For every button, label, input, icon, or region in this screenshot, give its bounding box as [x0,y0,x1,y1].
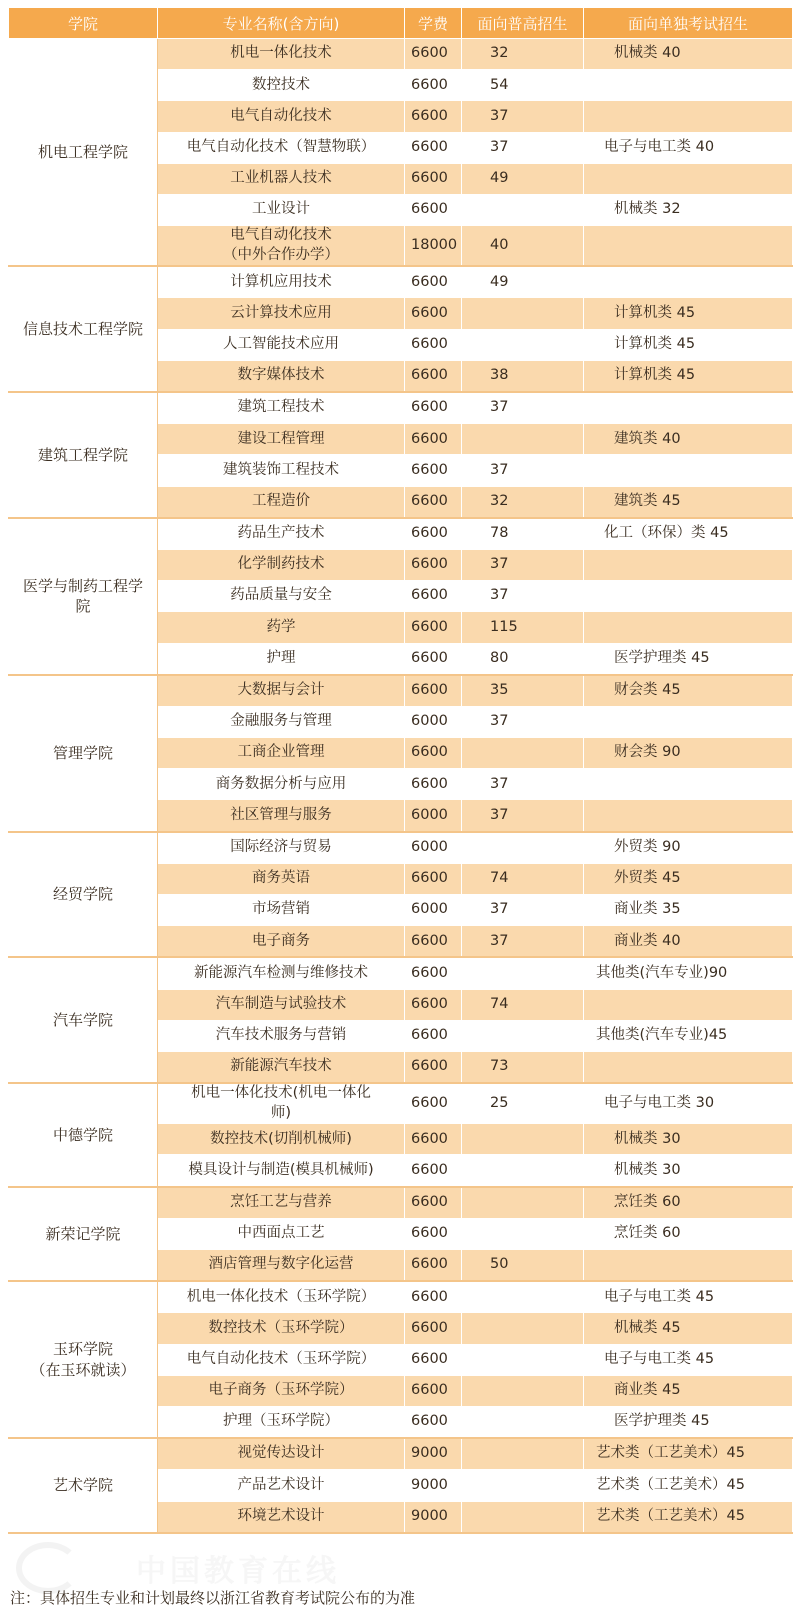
single-exam-enrollment: 其他类(汽车专业)90 [584,957,793,989]
table-row [9,392,793,424]
college-name: 中德学院 [9,1083,158,1187]
major-name: 金融服务与管理 [158,706,405,737]
footnote: 注：具体招生专业和计划最终以浙江省教育考试院公布的为准 [10,1589,416,1607]
single-exam-enrollment [584,1051,793,1083]
single-exam-enrollment [584,549,793,580]
table-body [9,39,793,1533]
college-name: 艺术学院 [9,1438,158,1533]
college-name: 医学与制药工程学院 [9,518,158,675]
major-name: 新能源汽车检测与维修技术 [158,957,405,989]
general-enrollment: 37 [462,549,584,580]
general-enrollment: 37 [462,132,584,163]
single-exam-enrollment: 烹饪类 60 [584,1187,793,1219]
single-exam-enrollment [584,989,793,1020]
major-name: 电子商务（玉环学院） [158,1375,405,1406]
general-enrollment [462,957,584,989]
tuition-fee: 6600 [405,132,462,163]
general-enrollment [462,1470,584,1501]
general-enrollment [462,1438,584,1470]
major-name: 护理 [158,643,405,675]
major-name: 工业设计 [158,194,405,225]
tuition-fee: 6600 [405,101,462,132]
tuition-fee: 9000 [405,1438,462,1470]
tuition-fee: 6600 [405,70,462,101]
tuition-fee: 6600 [405,643,462,675]
single-exam-enrollment: 烹饪类 60 [584,1218,793,1249]
single-exam-enrollment: 电子与电工类 30 [584,1083,793,1124]
general-enrollment [462,1124,584,1155]
major-name: 护理（玉环学院） [158,1406,405,1438]
college-name: 信息技术工程学院 [9,266,158,392]
tuition-fee: 6600 [405,163,462,194]
general-enrollment: 80 [462,643,584,675]
tuition-fee: 6600 [405,424,462,455]
watermark-text: 中国教育在线 [136,1554,340,1589]
general-enrollment: 37 [462,455,584,486]
single-exam-enrollment: 商业类 40 [584,926,793,958]
tuition-fee: 6600 [405,549,462,580]
tuition-fee: 6600 [405,1313,462,1344]
general-enrollment: 35 [462,675,584,707]
tuition-fee: 6600 [405,769,462,800]
single-exam-enrollment [584,612,793,643]
single-exam-enrollment: 外贸类 90 [584,832,793,864]
header-major: 专业名称(含方向) [158,8,405,39]
general-enrollment: 74 [462,863,584,894]
tuition-fee: 6600 [405,266,462,298]
table-row [9,1281,793,1313]
college-name: 汽车学院 [9,957,158,1083]
single-exam-enrollment: 商业类 45 [584,1375,793,1406]
table-row [9,675,793,707]
general-enrollment: 37 [462,926,584,958]
single-exam-enrollment [584,163,793,194]
table-row [9,39,793,70]
major-name: 药学 [158,612,405,643]
college-name: 建筑工程学院 [9,392,158,518]
single-exam-enrollment: 机械类 32 [584,194,793,225]
general-enrollment [462,424,584,455]
major-name: 国际经济与贸易 [158,832,405,864]
tuition-fee: 6600 [405,1344,462,1375]
major-name: 建设工程管理 [158,424,405,455]
major-name: 药品生产技术 [158,518,405,550]
single-exam-enrollment [584,226,793,267]
major-name: 数字媒体技术 [158,360,405,392]
tuition-fee: 6600 [405,392,462,424]
single-exam-enrollment: 机械类 40 [584,39,793,70]
major-name: 视觉传达设计 [158,1438,405,1470]
major-name: 酒店管理与数字化运营 [158,1250,405,1282]
tuition-fee: 6600 [405,1124,462,1155]
single-exam-enrollment: 艺术类（工艺美术）45 [584,1501,793,1533]
general-enrollment: 32 [462,39,584,70]
general-enrollment [462,329,584,360]
major-name: 电气自动化技术 [158,101,405,132]
tuition-fee: 6600 [405,1218,462,1249]
general-enrollment: 37 [462,581,584,612]
tuition-fee: 6600 [405,1187,462,1219]
tuition-fee: 6000 [405,832,462,864]
general-enrollment: 74 [462,989,584,1020]
single-exam-enrollment: 电子与电工类 45 [584,1344,793,1375]
single-exam-enrollment: 财会类 90 [584,738,793,769]
major-name: 中西面点工艺 [158,1218,405,1249]
tuition-fee: 18000 [405,226,462,267]
college-name: 玉环学院 （在玉环就读） [9,1281,158,1438]
single-exam-enrollment: 电子与电工类 40 [584,132,793,163]
tuition-fee: 6000 [405,706,462,737]
tuition-fee: 6600 [405,581,462,612]
general-enrollment: 49 [462,163,584,194]
table-row [9,518,793,550]
general-enrollment: 37 [462,392,584,424]
general-enrollment: 40 [462,226,584,267]
major-name: 大数据与会计 [158,675,405,707]
table-header-row [9,8,793,39]
general-enrollment [462,1020,584,1051]
tuition-fee: 6600 [405,1051,462,1083]
general-enrollment [462,1313,584,1344]
major-name: 机电一体化技术(机电一体化 师) [158,1083,405,1124]
tuition-fee: 6600 [405,486,462,518]
major-name: 工商企业管理 [158,738,405,769]
single-exam-enrollment [584,392,793,424]
general-enrollment [462,1406,584,1438]
table-row [9,266,793,298]
major-name: 计算机应用技术 [158,266,405,298]
tuition-fee: 6600 [405,957,462,989]
header-fee: 学费 [405,8,462,39]
general-enrollment [462,298,584,329]
tuition-fee: 6600 [405,738,462,769]
major-name: 社区管理与服务 [158,800,405,832]
single-exam-enrollment: 机械类 30 [584,1155,793,1187]
general-enrollment [462,194,584,225]
major-name: 数控技术(切削机械师) [158,1124,405,1155]
single-exam-enrollment [584,266,793,298]
general-enrollment: 37 [462,800,584,832]
tuition-fee: 6600 [405,1020,462,1051]
watermark [16,1538,416,1588]
general-enrollment: 50 [462,1250,584,1282]
single-exam-enrollment: 机械类 45 [584,1313,793,1344]
major-name: 云计算技术应用 [158,298,405,329]
major-name: 机电一体化技术（玉环学院） [158,1281,405,1313]
single-exam-enrollment [584,581,793,612]
major-name: 电子商务 [158,926,405,958]
single-exam-enrollment: 电子与电工类 45 [584,1281,793,1313]
tuition-fee: 6600 [405,518,462,550]
tuition-fee: 6600 [405,989,462,1020]
single-exam-enrollment [584,800,793,832]
tuition-fee: 9000 [405,1501,462,1533]
major-name: 商务数据分析与应用 [158,769,405,800]
general-enrollment: 49 [462,266,584,298]
major-name: 产品艺术设计 [158,1470,405,1501]
major-name: 工业机器人技术 [158,163,405,194]
tuition-fee: 6600 [405,612,462,643]
tuition-fee: 6600 [405,298,462,329]
enrollment-plan-table [8,7,793,1534]
major-name: 药品质量与安全 [158,581,405,612]
general-enrollment: 25 [462,1083,584,1124]
single-exam-enrollment: 建筑类 45 [584,486,793,518]
major-name: 模具设计与制造(模具机械师) [158,1155,405,1187]
major-name: 化学制药技术 [158,549,405,580]
general-enrollment [462,1218,584,1249]
single-exam-enrollment: 化工（环保）类 45 [584,518,793,550]
table-row [9,957,793,989]
tuition-fee: 6600 [405,863,462,894]
single-exam-enrollment: 计算机类 45 [584,360,793,392]
major-name: 电气自动化技术（玉环学院） [158,1344,405,1375]
single-exam-enrollment: 商业类 35 [584,895,793,926]
major-name: 商务英语 [158,863,405,894]
major-name: 机电一体化技术 [158,39,405,70]
header-general-high-school: 面向普高招生 [462,8,584,39]
single-exam-enrollment: 艺术类（工艺美术）45 [584,1470,793,1501]
tuition-fee: 9000 [405,1470,462,1501]
general-enrollment: 78 [462,518,584,550]
college-name: 新荣记学院 [9,1187,158,1282]
header-single-exam: 面向单独考试招生 [584,8,793,39]
single-exam-enrollment: 医学护理类 45 [584,1406,793,1438]
general-enrollment: 73 [462,1051,584,1083]
major-name: 汽车技术服务与营销 [158,1020,405,1051]
college-name: 经贸学院 [9,832,158,958]
general-enrollment: 115 [462,612,584,643]
tuition-fee: 6600 [405,675,462,707]
general-enrollment: 37 [462,895,584,926]
table-row [9,1187,793,1219]
table-row [9,1438,793,1470]
tuition-fee: 6000 [405,895,462,926]
general-enrollment [462,1155,584,1187]
single-exam-enrollment: 机械类 30 [584,1124,793,1155]
general-enrollment: 32 [462,486,584,518]
single-exam-enrollment [584,706,793,737]
single-exam-enrollment [584,769,793,800]
major-name: 环境艺术设计 [158,1501,405,1533]
general-enrollment [462,1187,584,1219]
major-name: 市场营销 [158,895,405,926]
single-exam-enrollment: 计算机类 45 [584,298,793,329]
single-exam-enrollment [584,70,793,101]
tuition-fee: 6600 [405,1155,462,1187]
tuition-fee: 6600 [405,329,462,360]
single-exam-enrollment: 艺术类（工艺美术）45 [584,1438,793,1470]
general-enrollment [462,1281,584,1313]
single-exam-enrollment [584,455,793,486]
single-exam-enrollment [584,101,793,132]
single-exam-enrollment: 财会类 45 [584,675,793,707]
general-enrollment [462,738,584,769]
tuition-fee: 6000 [405,800,462,832]
general-enrollment: 37 [462,706,584,737]
college-name: 机电工程学院 [9,39,158,267]
tuition-fee: 6600 [405,1375,462,1406]
general-enrollment: 37 [462,769,584,800]
general-enrollment: 37 [462,101,584,132]
single-exam-enrollment [584,1250,793,1282]
header-college: 学院 [9,8,158,39]
single-exam-enrollment: 计算机类 45 [584,329,793,360]
major-name: 新能源汽车技术 [158,1051,405,1083]
single-exam-enrollment: 医学护理类 45 [584,643,793,675]
general-enrollment: 54 [462,70,584,101]
single-exam-enrollment: 外贸类 45 [584,863,793,894]
tuition-fee: 6600 [405,455,462,486]
general-enrollment [462,1375,584,1406]
tuition-fee: 6600 [405,194,462,225]
tuition-fee: 6600 [405,1281,462,1313]
tuition-fee: 6600 [405,1406,462,1438]
tuition-fee: 6600 [405,1083,462,1124]
single-exam-enrollment: 其他类(汽车专业)45 [584,1020,793,1051]
major-name: 电气自动化技术（智慧物联） [158,132,405,163]
major-name: 数控技术（玉环学院） [158,1313,405,1344]
major-name: 建筑装饰工程技术 [158,455,405,486]
major-name: 烹饪工艺与营养 [158,1187,405,1219]
major-name: 数控技术 [158,70,405,101]
general-enrollment [462,1501,584,1533]
table-row [9,832,793,864]
major-name: 汽车制造与试验技术 [158,989,405,1020]
general-enrollment [462,832,584,864]
general-enrollment [462,1344,584,1375]
tuition-fee: 6600 [405,1250,462,1282]
tuition-fee: 6600 [405,926,462,958]
college-name: 管理学院 [9,675,158,832]
tuition-fee: 6600 [405,360,462,392]
table-row [9,1083,793,1124]
major-name: 工程造价 [158,486,405,518]
major-name: 电气自动化技术 （中外合作办学） [158,226,405,267]
tuition-fee: 6600 [405,39,462,70]
single-exam-enrollment: 建筑类 40 [584,424,793,455]
general-enrollment: 38 [462,360,584,392]
major-name: 人工智能技术应用 [158,329,405,360]
major-name: 建筑工程技术 [158,392,405,424]
